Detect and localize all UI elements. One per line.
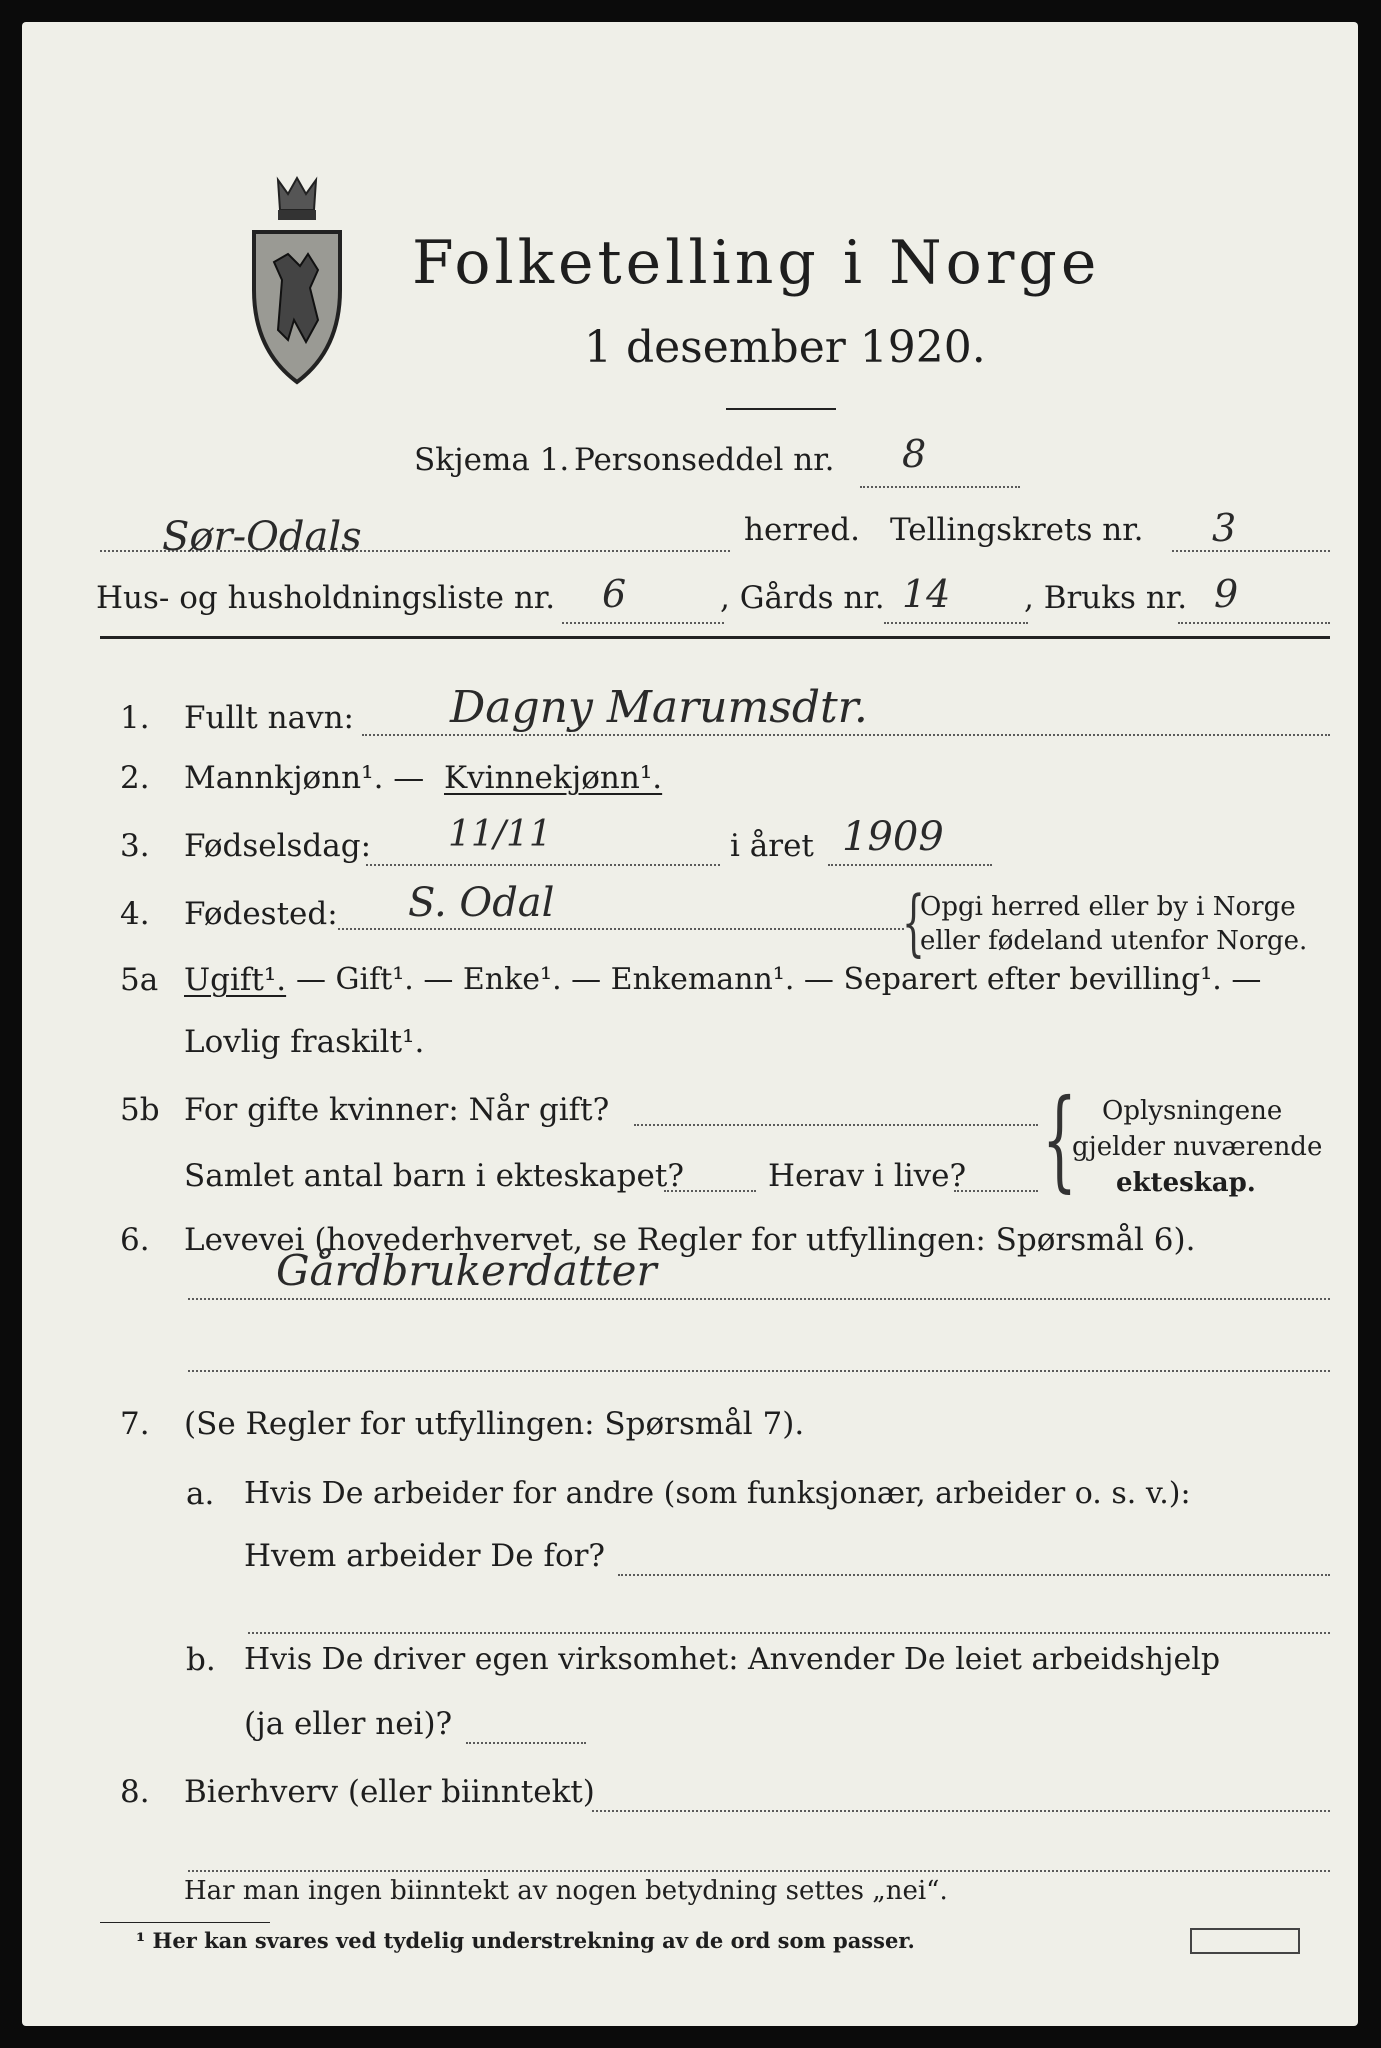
year-label: i året xyxy=(730,828,814,864)
form-title: Folketelling i Norge xyxy=(412,228,1101,298)
children-line xyxy=(664,1190,756,1192)
q4-brace: { xyxy=(902,880,925,964)
herred-label: herred. xyxy=(744,512,860,548)
gards-value[interactable]: 14 xyxy=(902,572,951,616)
herred-value[interactable]: Sør-Odals xyxy=(162,514,362,560)
skjema-label: Skjema 1. xyxy=(414,442,570,478)
husholdningsliste-value[interactable]: 6 xyxy=(602,572,627,616)
personseddel-line xyxy=(860,486,1020,488)
birthday-line xyxy=(366,864,720,866)
q7a-answer-line2 xyxy=(248,1632,1330,1634)
census-form-sheet xyxy=(22,22,1358,2026)
q1-label: Fullt navn: xyxy=(184,700,354,736)
header-divider xyxy=(100,636,1330,639)
q6-line2 xyxy=(188,1370,1330,1372)
q8-label: Bierhverv (eller biinntekt) xyxy=(184,1774,595,1810)
q7b-line2: (ja eller nei)? xyxy=(244,1706,453,1742)
bruks-value[interactable]: 9 xyxy=(1214,572,1239,616)
gards-label: , Gårds nr. xyxy=(720,580,885,616)
q7a-line1: Hvis De arbeider for andre (som funksjonær, arbeider o. s. v.): xyxy=(244,1476,1191,1511)
alive-label: Herav i live? xyxy=(768,1158,967,1194)
census-date: 1 desember 1920. xyxy=(584,322,986,373)
q2-number: 2. xyxy=(120,760,150,796)
husholdningsliste-line xyxy=(562,622,724,624)
q7b-letter: b. xyxy=(186,1642,216,1678)
q5b-note-line3: ekteskap. xyxy=(1116,1168,1256,1198)
q5b-note-line1: Oplysningene xyxy=(1102,1096,1283,1126)
birthplace-value[interactable]: S. Odal xyxy=(408,880,555,926)
q7-number: 7. xyxy=(120,1406,150,1442)
footnote-divider xyxy=(100,1922,270,1923)
q1-line xyxy=(362,734,1330,736)
tellingskrets-label: Tellingskrets nr. xyxy=(890,512,1144,548)
marital-options[interactable]: — Gift¹. — Enke¹. — Enkemann¹. — Separert efter bevilling¹. — xyxy=(296,962,1262,997)
when-married-label: For gifte kvinner: Når gift? xyxy=(184,1092,610,1128)
when-married-line xyxy=(634,1124,1038,1126)
birthplace-line xyxy=(338,928,904,930)
q7a-line2: Hvem arbeider De for? xyxy=(244,1538,606,1574)
husholdningsliste-label: Hus- og husholdningsliste nr. xyxy=(96,580,556,616)
q7a-letter: a. xyxy=(186,1476,215,1512)
q6-line1 xyxy=(188,1298,1330,1300)
q5b-note-line2: gjelder nuværende xyxy=(1072,1132,1323,1162)
occupation-value[interactable]: Gårdbrukerdatter xyxy=(276,1246,657,1295)
bruks-label: , Bruks nr. xyxy=(1024,580,1188,616)
birth-year-value[interactable]: 1909 xyxy=(842,814,944,860)
q7a-answer-line xyxy=(618,1574,1330,1576)
q6-label: Levevei (hovederhvervet, se Regler for utfyllingen: Spørsmål 6). xyxy=(184,1222,1196,1258)
q1-number: 1. xyxy=(120,700,150,736)
full-name-value[interactable]: Dagny Marumsdtr. xyxy=(450,682,868,733)
q3-number: 3. xyxy=(120,828,150,864)
kvinnekjonn-option[interactable]: Kvinnekjønn¹. xyxy=(444,760,663,796)
personseddel-value[interactable]: 8 xyxy=(902,432,927,476)
q8-note: Har man ingen biinntekt av nogen betydning settes „nei“. xyxy=(184,1876,948,1906)
q4-number: 4. xyxy=(120,896,150,932)
q8-answer-line2 xyxy=(188,1870,1330,1872)
title-divider xyxy=(726,408,836,410)
q6-number: 6. xyxy=(120,1222,150,1258)
tellingskrets-value[interactable]: 3 xyxy=(1212,506,1237,550)
birthday-value[interactable]: 11/11 xyxy=(448,814,552,855)
q4-note-line2: eller fødeland utenfor Norge. xyxy=(920,926,1308,956)
q7-label: (Se Regler for utfyllingen: Spørsmål 7). xyxy=(184,1406,805,1442)
q8-number: 8. xyxy=(120,1774,150,1810)
q7b-line1: Hvis De driver egen virksomhet: Anvender De leiet arbeidshjelp xyxy=(244,1642,1221,1677)
personseddel-label: Personseddel nr. xyxy=(574,442,835,478)
q5b-number: 5b xyxy=(120,1092,160,1128)
printer-stamp-icon xyxy=(1190,1928,1300,1954)
q3-label: Fødselsdag: xyxy=(184,828,372,864)
coat-of-arms-icon xyxy=(248,170,346,390)
children-label: Samlet antal barn i ekteskapet? xyxy=(184,1158,684,1194)
q7b-answer-line xyxy=(466,1742,586,1744)
footnote: ¹ Her kan svares ved tydelig understrekning av de ord som passer. xyxy=(136,1928,915,1953)
q5b-brace: { xyxy=(1042,1075,1077,1203)
q4-note-line1: Opgi herred eller by i Norge xyxy=(920,892,1296,922)
q8-answer-line xyxy=(592,1810,1330,1812)
mannkjonn-option[interactable]: Mannkjønn¹. — xyxy=(184,760,425,796)
gards-line xyxy=(884,622,1028,624)
q4-label: Fødested: xyxy=(184,896,338,932)
q5a-number: 5a xyxy=(120,962,159,998)
tellingskrets-line xyxy=(1172,550,1330,552)
year-line xyxy=(828,864,992,866)
ugift-option[interactable]: Ugift¹. xyxy=(184,962,287,998)
lovlig-fraskilt-option[interactable]: Lovlig fraskilt¹. xyxy=(184,1024,425,1060)
alive-line xyxy=(954,1190,1038,1192)
bruks-line xyxy=(1178,622,1330,624)
